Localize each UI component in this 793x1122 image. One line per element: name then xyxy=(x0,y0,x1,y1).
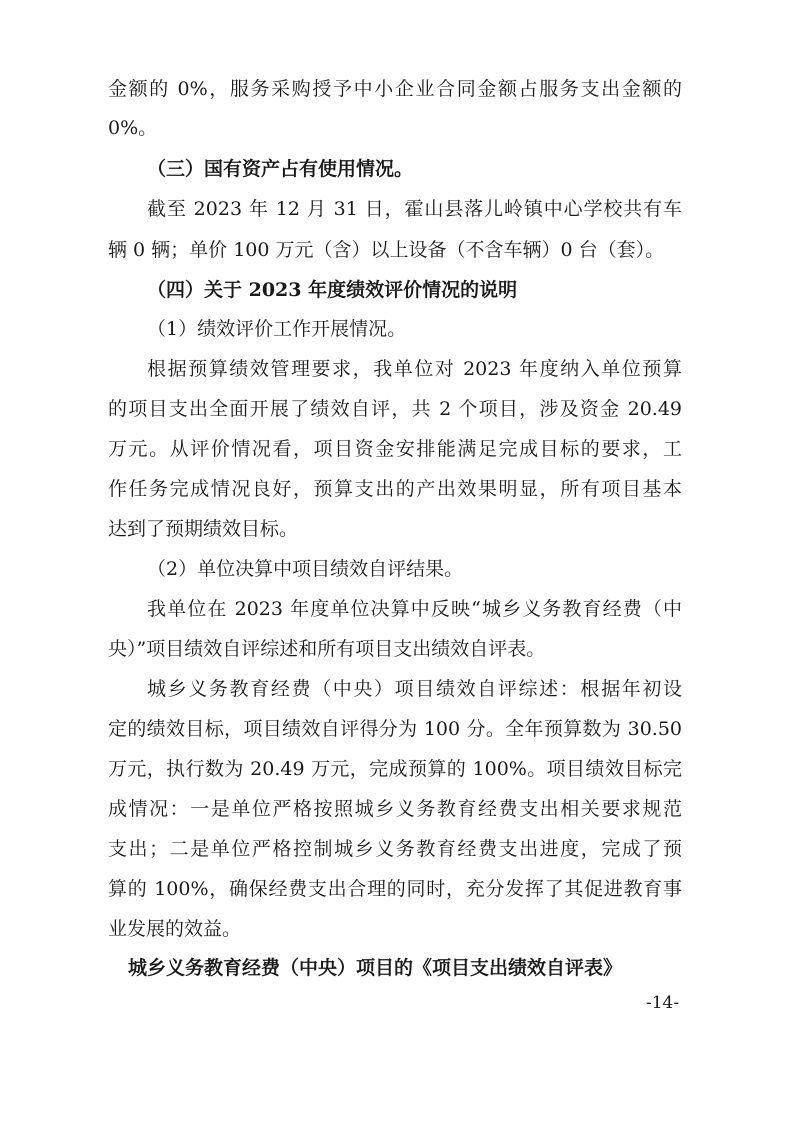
section-heading-performance: （四）关于 2023 年度绩效评价情况的说明 xyxy=(147,279,518,301)
body-text-line: 央）”项目绩效自评综述和所有项目支出绩效自评表。 xyxy=(108,638,546,660)
body-text-line: 算的 100%，确保经费支出合理的同时，充分发挥了其促进教育事 xyxy=(108,878,682,900)
subheading-evaluation-work: （1）绩效评价工作开展情况。 xyxy=(147,318,407,340)
body-text-line: 我单位在 2023 年度单位决算中反映“城乡义务教育经费（中 xyxy=(147,598,682,620)
body-text-line: 金额的 0%，服务采购授予中小企业合同金额占服务支出金额的 xyxy=(108,78,682,100)
body-text-line: 城乡义务教育经费（中央）项目绩效自评综述：根据年初设 xyxy=(147,678,682,700)
body-text-line: 支出；二是单位严格控制城乡义务教育经费支出进度，完成了预 xyxy=(108,838,682,860)
body-text-line: 达到了预期绩效目标。 xyxy=(108,518,299,540)
body-text-line: 截至 2023 年 12 月 31 日，霍山县落儿岭镇中心学校共有车 xyxy=(147,198,682,220)
body-text-line: 万元，执行数为 20.49 万元，完成预算的 100%。项目绩效目标完 xyxy=(108,758,682,780)
body-text-line: 0%。 xyxy=(108,117,158,139)
body-text-line: 的项目支出全面开展了绩效自评，共 2 个项目，涉及资金 20.49 xyxy=(108,398,682,420)
body-text-line: 作任务完成情况良好，预算支出的产出效果明显，所有项目基本 xyxy=(108,478,682,500)
body-text-line: 业发展的效益。 xyxy=(108,918,242,940)
subheading-self-evaluation-results: （2）单位决算中项目绩效自评结果。 xyxy=(147,558,464,580)
body-text-line: 根据预算绩效管理要求，我单位对 2023 年度纳入单位预算 xyxy=(147,358,682,380)
table-caption: 城乡义务教育经费（中央）项目的《项目支出绩效自评表》 xyxy=(128,957,623,979)
body-text-line: 辆 0 辆；单价 100 万元（含）以上设备（不含车辆）0 台（套）。 xyxy=(108,239,665,261)
body-text-line: 万元。从评价情况看，项目资金安排能满足完成目标的要求，工 xyxy=(108,438,682,460)
body-text-line: 定的绩效目标，项目绩效自评得分为 100 分。全年预算数为 30.50 xyxy=(108,718,682,740)
section-heading-assets: （三）国有资产占有使用情况。 xyxy=(147,158,414,180)
page-number: -14- xyxy=(646,993,680,1013)
body-text-line: 成情况：一是单位严格按照城乡义务教育经费支出相关要求规范 xyxy=(108,798,682,820)
